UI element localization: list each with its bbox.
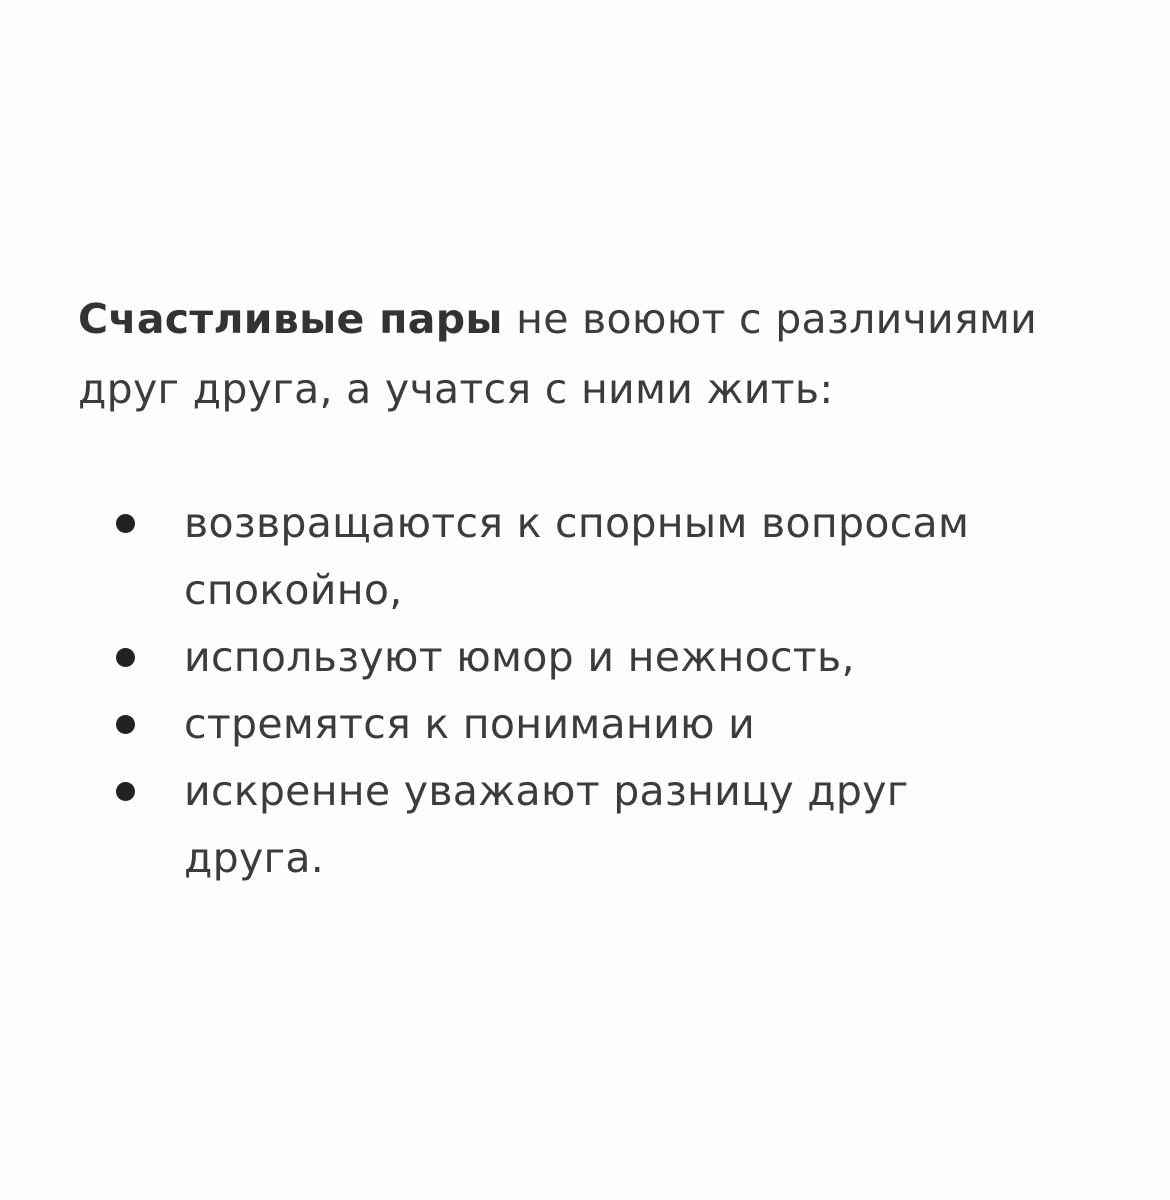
list-item-line-2: спокойно, (184, 566, 403, 614)
intro-bold-phrase: Счастливые пары (78, 295, 503, 343)
list-item-line-2: друга. (184, 834, 325, 882)
list-item-line-1: возвращаются к спорным вопросам (184, 499, 970, 547)
bullet-dot-icon (116, 514, 135, 533)
bullet-dot-icon (116, 648, 135, 667)
list-item (0, 691, 1084, 758)
bullet-list (0, 490, 1170, 892)
intro-text-line-2: друг друга, а учатся с ними жить: (78, 365, 834, 413)
list-item (0, 758, 1084, 892)
bullet-dot-icon (116, 782, 135, 801)
intro-paragraph (78, 284, 1138, 424)
list-item (0, 624, 1084, 691)
bullet-dot-icon (116, 715, 135, 734)
list-item-line-1: стремятся к пониманию и (184, 700, 756, 748)
list-item-line-1: используют юмор и нежность, (184, 633, 855, 681)
list-item (0, 490, 1084, 624)
intro-text-line-1: не воюют с различиями (502, 295, 1038, 343)
list-item-line-1: искренне уважают разницу друг (184, 767, 909, 815)
